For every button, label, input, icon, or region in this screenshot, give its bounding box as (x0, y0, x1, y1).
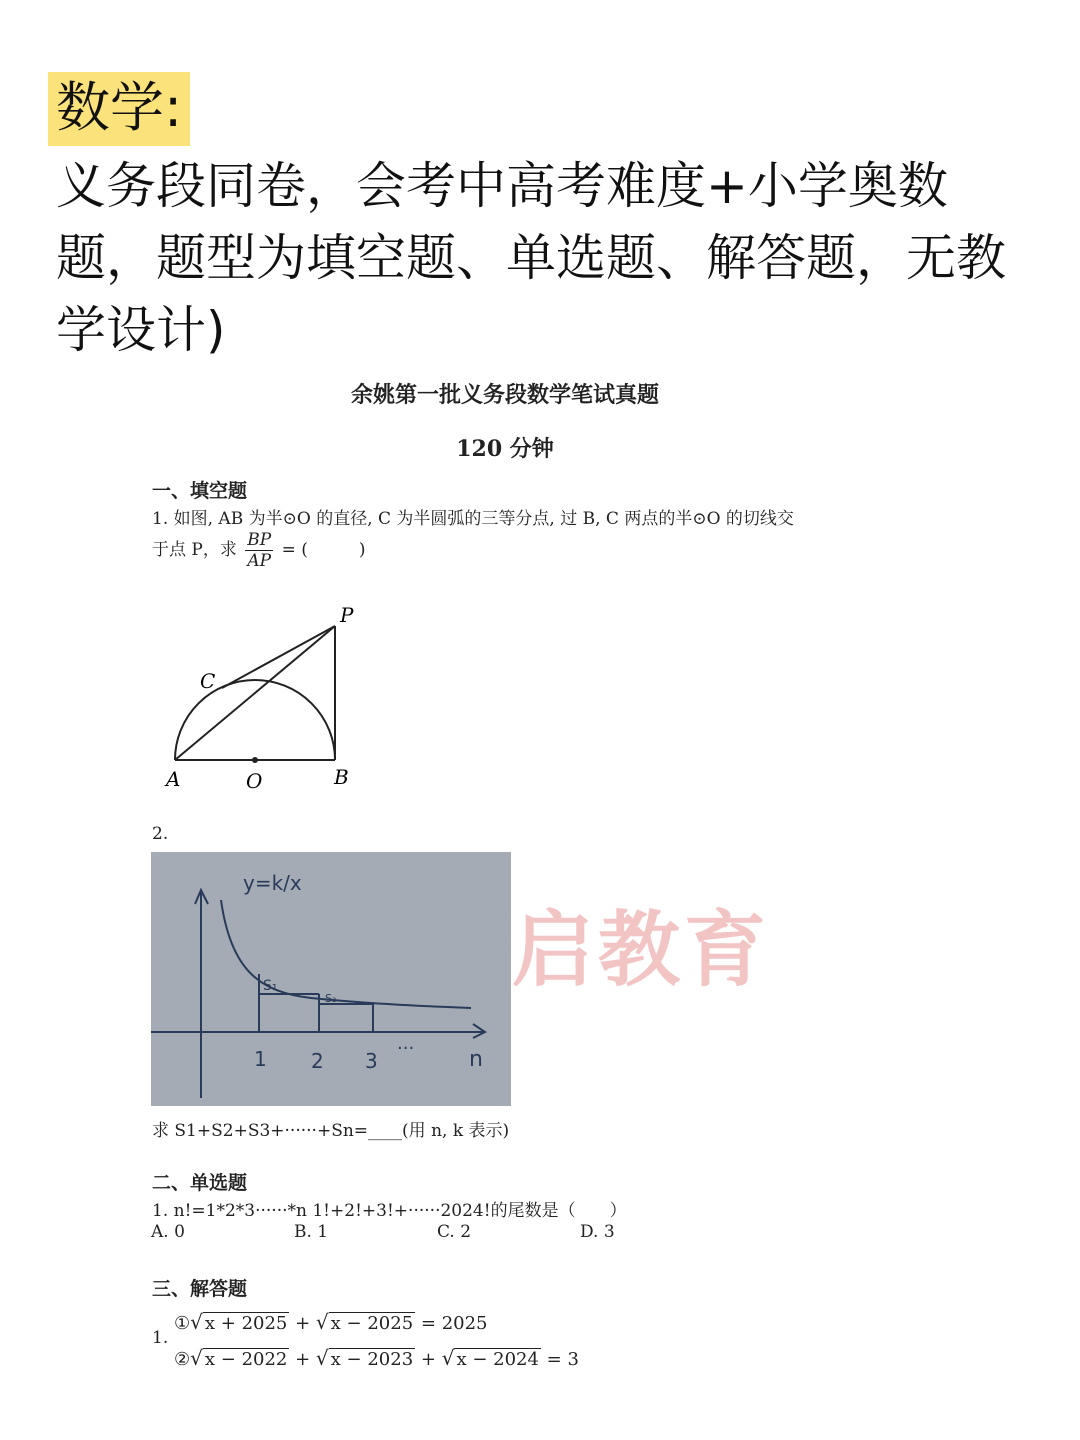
q2-number: 2. (152, 824, 169, 844)
tick-1: 1 (254, 1047, 267, 1071)
option-c: C. 2 (437, 1222, 472, 1242)
s2-label: S₂ (325, 992, 337, 1005)
option-b: B. 1 (294, 1222, 329, 1242)
q2-text: 求 S1+S2+S3+······+Sn=____(用 n, k 表示) (152, 1121, 510, 1141)
eq1-radicand-1: x + 2025 (204, 1313, 288, 1334)
option-a: A. 0 (151, 1222, 185, 1242)
s1-label: S₁ (263, 978, 278, 994)
tick-3: 3 (365, 1049, 378, 1073)
label-c: C (200, 669, 216, 693)
sqrt-icon: √ (315, 1310, 329, 1334)
semicircle-figure (150, 596, 370, 796)
q1-frac-den: AP (247, 551, 272, 571)
eq1-radicand-2: x − 2025 (330, 1313, 414, 1334)
label-p: P (340, 603, 354, 627)
label-b: B (334, 765, 349, 789)
equation-2 (174, 1346, 579, 1370)
section-fill-blank-heading: 一、填空题 (152, 480, 248, 502)
sqrt-icon: √ (441, 1346, 455, 1370)
eq2-radicand-3: x − 2024 (456, 1349, 539, 1370)
tangent-cp (222, 626, 335, 688)
subject-highlight: 数学: (48, 72, 190, 146)
label-a: A (166, 767, 181, 791)
exam-duration: 120 分钟 (456, 436, 554, 462)
solution-q-number: 1. (152, 1328, 169, 1348)
q1-line2-pre: 于点 P，求 (152, 540, 237, 560)
intro-text: 义务段同卷，会考中高考难度+小学奥数题，题型为填空题、单选题、解答题，无教学设计) (56, 157, 1006, 359)
exam-title: 余姚第一批义务段数学笔试真题 (350, 382, 659, 408)
label-o: O (246, 769, 263, 793)
eq2-plus-2: + (415, 1349, 442, 1370)
equation-1 (174, 1310, 488, 1334)
photo-background (151, 852, 511, 1106)
eq2-radicand-2: x − 2023 (330, 1349, 414, 1370)
eq1-mark: ① (174, 1313, 191, 1334)
sqrt-icon: √ (190, 1346, 203, 1370)
tick-n: n (469, 1047, 483, 1072)
eq2-plus-1: + (289, 1349, 316, 1370)
eq2-radicand-1: x − 2022 (204, 1349, 288, 1370)
q1-line1: 1. 如图, AB 为半⊙O 的直径, C 为半圆弧的三等分点, 过 B, C 两点的半⊙O 的切线交 (152, 509, 794, 529)
sqrt-icon: √ (315, 1346, 329, 1370)
eq1-plus: + (289, 1313, 316, 1334)
func-label: y=k/x (243, 871, 302, 895)
tick-2: 2 (311, 1049, 324, 1073)
q1-fraction (245, 530, 273, 571)
subject-label (48, 72, 190, 146)
section-single-choice-heading: 二、单选题 (152, 1172, 248, 1194)
segment-ap (175, 626, 335, 760)
handwritten-graph-photo (151, 852, 511, 1106)
q1-frac-num: BP (247, 530, 272, 550)
mc-q1: 1. n!=1*2*3······*n 1!+2!+3!+······2024!的尾数是（ ） (152, 1201, 627, 1221)
eq2-rhs: = 3 (540, 1349, 579, 1370)
q1-line2-post: = ( ) (281, 540, 366, 560)
tick-dots: ··· (397, 1038, 415, 1059)
q1-line2 (152, 530, 366, 571)
eq1-rhs: = 2025 (415, 1313, 488, 1334)
option-d: D. 3 (580, 1222, 615, 1242)
section-solution-heading: 三、解答题 (152, 1278, 248, 1300)
watermark: 启教育 (512, 903, 771, 998)
center-o-dot (252, 757, 258, 763)
eq2-mark: ② (174, 1349, 191, 1370)
sqrt-icon: √ (190, 1310, 203, 1334)
